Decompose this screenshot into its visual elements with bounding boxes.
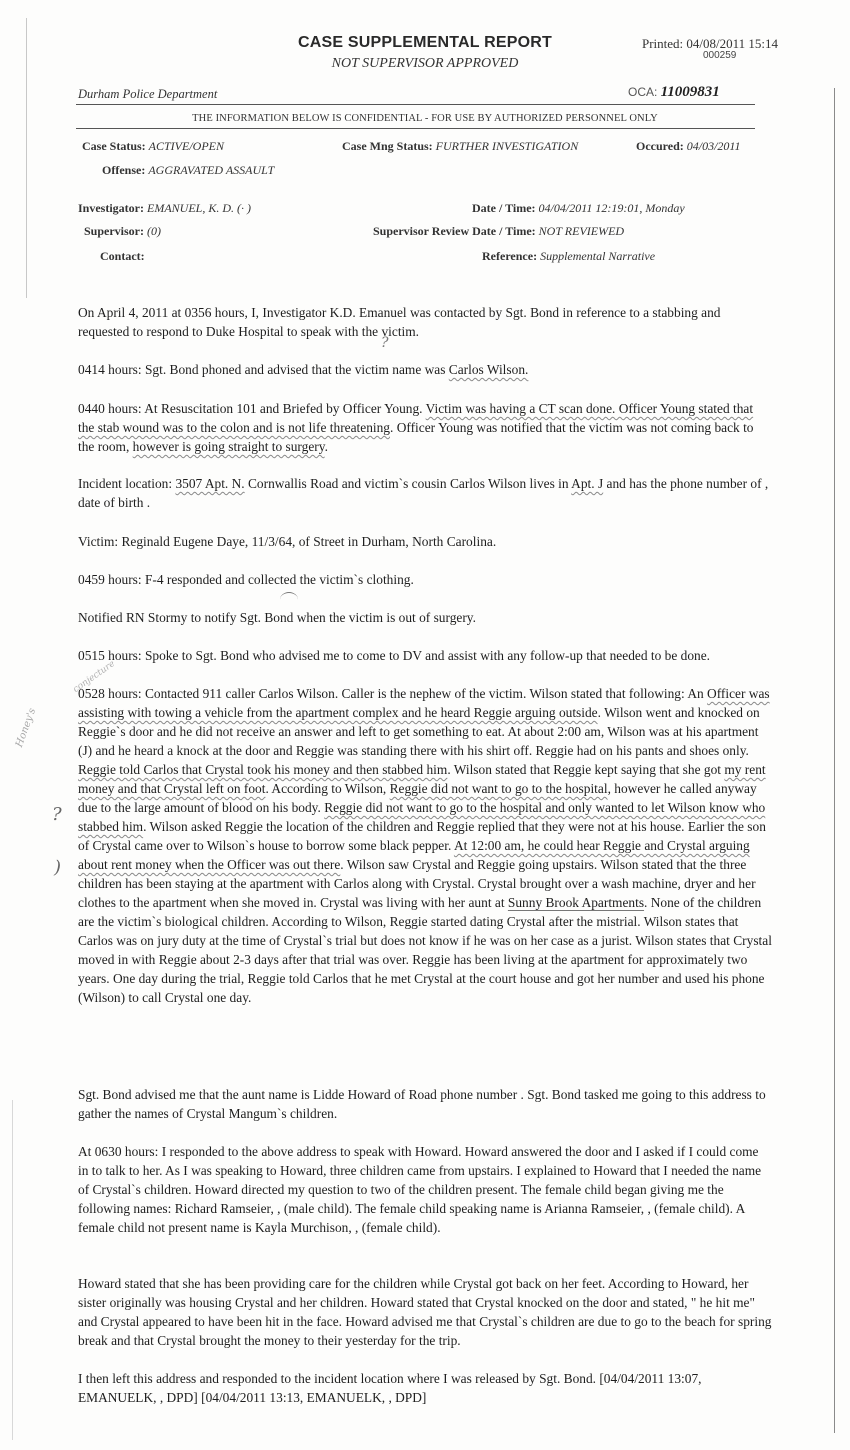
occured-label: Occured: [636, 139, 684, 153]
narrative-text: 0459 hours: F-4 responded and collected the victim`s clothing. [78, 572, 414, 587]
offense-value: AGGRAVATED ASSAULT [148, 163, 275, 177]
underlined-text: Apt. J [571, 476, 604, 491]
supervisor-review-value: NOT REVIEWED [538, 224, 625, 238]
narrative-text: 0414 hours: Sgt. Bond phoned and advised that the victim name was [78, 362, 449, 377]
narrative-text: Cornwallis Road and victim`s cousin Carlos Wilson lives in [244, 476, 572, 491]
scan-edge-right [834, 88, 835, 1433]
narrative-paragraph [78, 1369, 772, 1407]
narrative-paragraph [78, 474, 772, 512]
narrative-paragraph [78, 1142, 772, 1237]
narrative-text: , however he called anyway due to the large amount of blood on his body. [78, 781, 757, 815]
investigator-label: Investigator: [78, 201, 144, 215]
scan-edge-left-lower [12, 1100, 13, 1440]
narrative-text: 0528 hours: Contacted 911 caller Carlos Wilson. Caller is the nephew of the victim. Wilson stated that following: An [78, 686, 708, 701]
narrative-text: . Wilson went and knocked on Reggie`s door and he did not receive an answer and left to get something to eat. At about 2:00 am, Wilson was at his apartment (J) and he heard a knock at the door and Reggie was standing there with his shirt off. Reggie had on his pants and shoes only. [78, 705, 760, 758]
date-time-label: Date / Time: [472, 201, 536, 215]
narrative-text: and has the phone number of , date of birth . [78, 476, 769, 510]
narrative-text: . Wilson asked Reggie the location of the children and Reggie replied that they were not at his house. Earlier the son of Crystal came over to Wilson`s house to borrow some black pepper. [78, 819, 766, 853]
narrative-text: Howard stated that she has been providing care for the children while Crystal got back on her feet. According to Howard, her sister originally was housing Crystal and her children. Howard stated that Crystal knocked on the door and stated, " he hit me" and Crystal appeared to have been hit in the face. Howard advised me that Crystal`s children are due to go to the beach for spring break and that Crystal brought the money to their yesterday for the trip. [78, 1276, 772, 1348]
oca-label: OCA: [628, 85, 658, 99]
supervisor-label: Supervisor: [84, 224, 144, 238]
narrative-text: At 0630 hours: I responded to the above address to speak with Howard. Howard answered the door and I asked if I could come in to talk to her. As I was speaking to Howard, three children came from upstairs. I explained to Howard that I needed the name of Crystal`s children. Howard directed my question to two of the children present. The female child began giving me the following names: Richard Ramseier, , (male child). The female child speaking name is Arianna Ramseier, , (female child). A female child not present name is Kayla Murchison, , (female child). [78, 1144, 762, 1235]
narrative-text: I then left this address and responded to the incident location where I was released by Sgt. Bond. [04/04/2011 13:07, EMANUELK, , DPD] [04/04/2011 13:13, EMANUELK, , DPD] [78, 1371, 702, 1405]
oca-number [628, 84, 720, 101]
investigator-value: EMANUEL, K. D. (· ) [147, 201, 251, 215]
narrative-text: Incident location: [78, 476, 176, 491]
case-status-value: ACTIVE/OPEN [148, 139, 224, 153]
narrative-text: . [324, 439, 328, 454]
contact-label: Contact: [100, 249, 145, 263]
underlined-text: however is going straight to surgery [132, 439, 325, 454]
case-mng-status-label: Case Mng Status: [342, 139, 433, 153]
handwritten-mark: ? [381, 335, 389, 351]
page-code: 000259 [703, 50, 737, 61]
narrative-paragraph [78, 360, 772, 379]
narrative-text: Victim: Reginald Eugene Daye, 11/3/64, of Street in Durham, North Carolina. [78, 534, 497, 549]
narrative-text: 0515 hours: Spoke to Sgt. Bond who advised me to come to DV and assist with any follow-up that needed to be done. [78, 648, 711, 663]
reference-field [482, 249, 655, 264]
underlined-text: At 12:00 am, he could hear Reggie and Crystal arguing about rent money when the Officer was out there [78, 838, 750, 872]
handwritten-margin-note: conjecture [71, 659, 117, 695]
offense-field [102, 163, 274, 178]
underlined-text: my rent money and that Crystal left on foot [78, 762, 766, 796]
reference-label: Reference: [482, 249, 538, 263]
narrative-text: . None of the children are the victim`s biological children. According to Wilson, Reggie started dating Crystal after the mistrial. Wilson states that Carlos was on jury duty at the time of Crystal`s trial but does not know if he was on her case as a jurist. Wilson states that Crystal moved in with Reggie about 2-3 days after that trial was over. Reggie has been living at the apartment for approximately two years. One day during the trial, Reggie told Carlos that he met Crystal at the court house and got her number and used his phone (Wilson) to call Crystal one day. [78, 895, 772, 1005]
narrative-paragraph [78, 646, 772, 665]
narrative-text: . According to Wilson, [265, 781, 390, 796]
narrative-paragraph [78, 303, 772, 341]
narrative-text: . Officer Young was notified that the victim was not coming back to the room, [78, 420, 754, 454]
narrative-text: Notified RN Stormy to notify Sgt. Bond when the victim is out of surgery. [78, 610, 476, 625]
reference-value: Supplemental Narrative [540, 249, 656, 263]
underlined-text: Reggie did not want to go to the hospital and only wanted to let Wilson know who stabbed him [78, 800, 766, 834]
contact-field [100, 249, 145, 264]
underlined-text: Sunny Brook Apartments [507, 895, 645, 910]
case-mng-status-field [342, 139, 578, 154]
narrative-text: . Wilson saw Crystal and Reggie going upstairs. Wilson stated that the three children has been staying at the apartment with Carlos along with Crystal. Crystal brought over a wash machine, dryer and her clothes to the apartment when she moved in. Crystal was living with her aunt at [78, 857, 756, 910]
supervisor-field [84, 224, 161, 239]
investigator-field [78, 201, 251, 216]
date-time-field [472, 201, 685, 216]
narrative-paragraph [78, 608, 772, 627]
handwritten-bracket: ) [54, 857, 62, 878]
report-title: CASE SUPPLEMENTAL REPORT [297, 34, 552, 51]
supervisor-review-field [373, 224, 624, 239]
narrative-paragraph [78, 684, 772, 1007]
narrative-text: 0440 hours: At Resuscitation 101 and Briefed by Officer Young. [78, 401, 426, 416]
narrative-paragraph [78, 1085, 772, 1123]
narrative-paragraph [78, 399, 772, 456]
underlined-text: Carlos Wilson. [448, 362, 529, 377]
case-mng-status-value: FURTHER INVESTIGATION [435, 139, 579, 153]
divider-bottom [76, 128, 755, 129]
date-time-value: 04/04/2011 12:19:01, Monday [538, 201, 685, 215]
case-status-label: Case Status: [82, 139, 146, 153]
offense-label: Offense: [102, 163, 146, 177]
underlined-text: 3507 Apt. N. [175, 476, 245, 491]
department-name: Durham Police Department [78, 87, 218, 101]
report-subtitle: NOT SUPERVISOR APPROVED [331, 56, 519, 71]
underlined-text: Reggie told Carlos that Crystal took his money and then stabbed him [78, 762, 448, 777]
narrative-text: Sgt. Bond advised me that the aunt name is Lidde Howard of Road phone number . Sgt. Bond tasked me going to this address to gather the names of Crystal Mangum`s children. [78, 1087, 766, 1121]
occured-field [636, 139, 741, 154]
narrative-text: On April 4, 2011 at 0356 hours, I, Investigator K.D. Emanuel was contacted by Sgt. Bond in reference to a stabbing and requested to respond to Duke Hospital to speak with the victim. [78, 305, 721, 339]
narrative-paragraph [78, 532, 772, 551]
handwritten-margin-note: Honey's [14, 706, 39, 749]
printed-timestamp: Printed: 04/08/2011 15:14 [642, 36, 779, 51]
narrative-text: . Wilson stated that Reggie kept saying that she got [447, 762, 725, 777]
underlined-text: Reggie did not want to go to the hospital [389, 781, 608, 796]
case-status-field [82, 139, 224, 154]
handwritten-arc-mark [280, 592, 298, 607]
underlined-text: Officer was assisting with towing a vehicle from the apartment complex and he heard Reggie arguing outside [78, 686, 770, 720]
supervisor-value: (0) [147, 224, 161, 238]
oca-value: 11009831 [660, 84, 720, 100]
handwritten-question-mark: ? [52, 804, 62, 825]
supervisor-review-label: Supervisor Review Date / Time: [373, 224, 536, 238]
occured-value: 04/03/2011 [686, 139, 741, 153]
narrative-paragraph [78, 570, 772, 589]
divider-top [76, 104, 755, 105]
underlined-text: Victim was having a CT scan done. Officer Young stated that the stab wound was to the colon and is not life threatening [78, 401, 754, 435]
narrative-paragraph [78, 1274, 772, 1350]
confidential-notice: THE INFORMATION BELOW IS CONFIDENTIAL - FOR USE BY AUTHORIZED PERSONNEL ONLY [192, 113, 658, 124]
